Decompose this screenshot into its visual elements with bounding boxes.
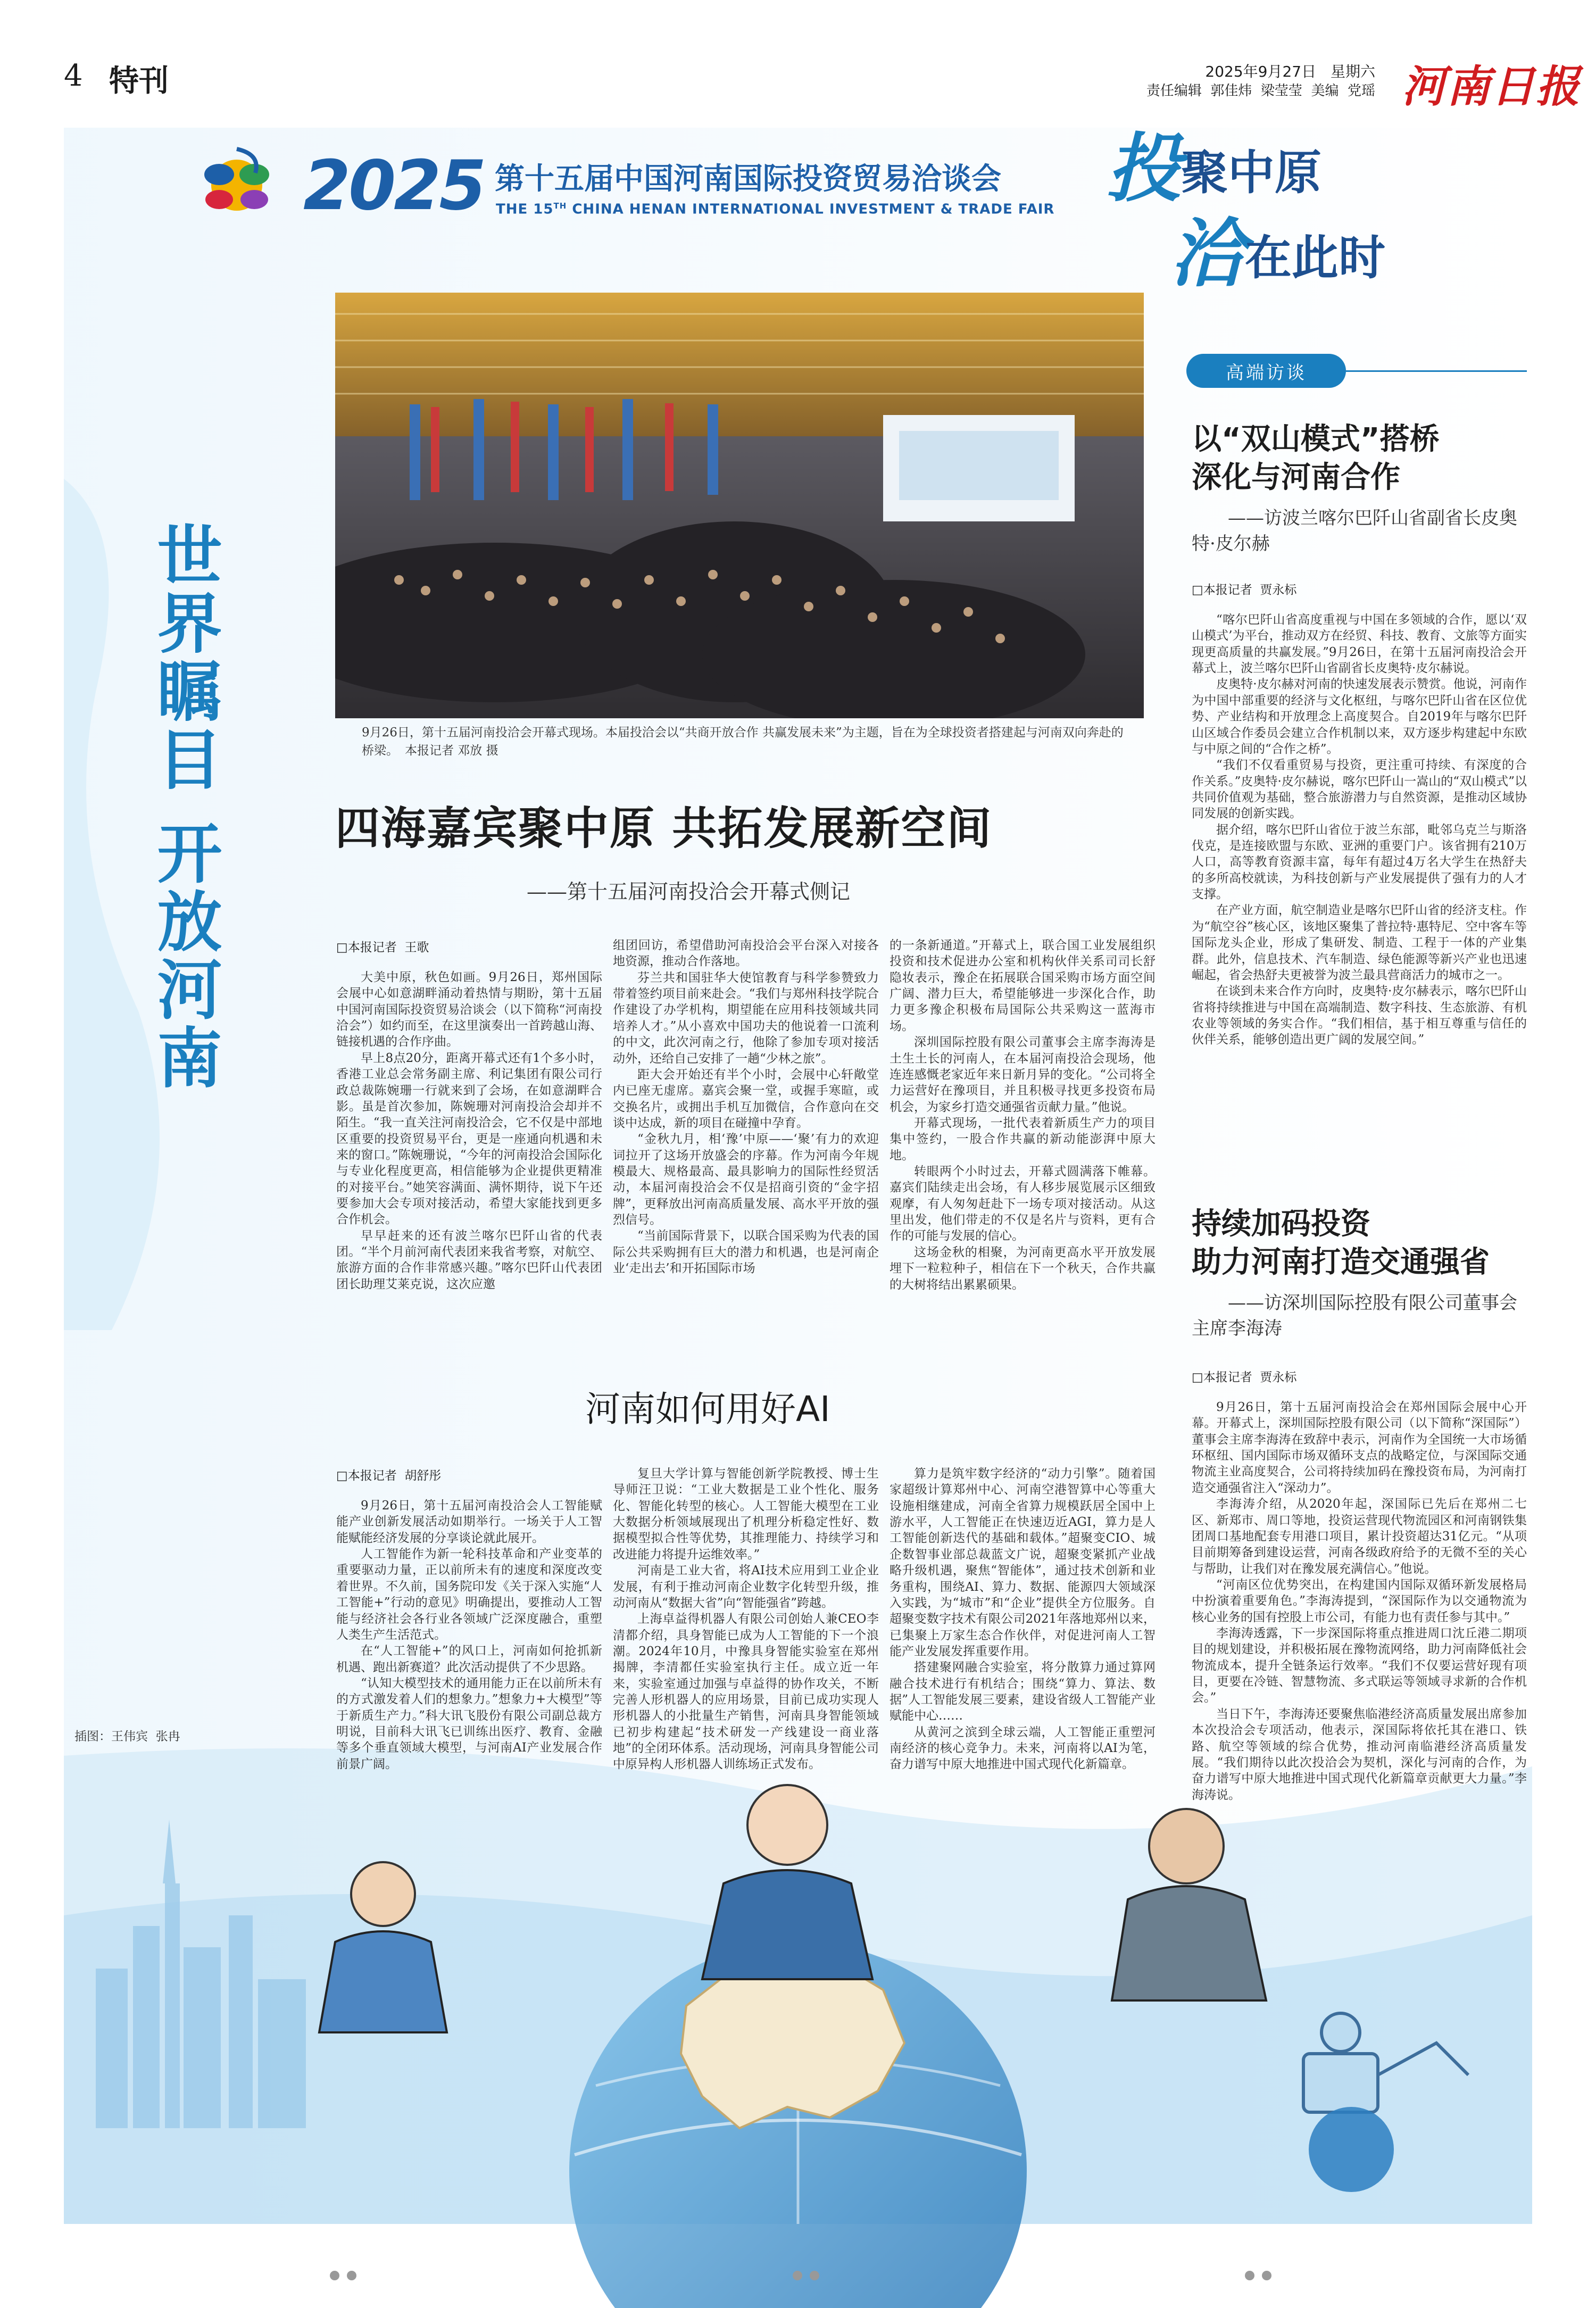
interview2-body (1192, 1399, 1527, 1803)
interview2-headline-l2: 助力河南打造交通强省 (1192, 1245, 1490, 1280)
main-col3-para: 转眼两个小时过去，开幕式圆满落下帷幕。嘉宾们陆续走出会场，有人移步展览展示区细致观摩，有人匆匆赶赴下一场专项对接活动。从这里出发，他们带走的不仅是名片与资料，更有合作的可能与发展的信心。 (890, 1165, 1156, 1243)
interview2-para: 李海涛介绍，从2020年起，深国际已先后在郑州二七区、新郑市、周口等地，投资运营现代物流园区和河南钢铁集团周口基地配套专用港口项目，累计投资超达31亿元。“从项目前期筹备到建设运营，河南各级政府给予的无微不至的关心与帮助，让我们对在豫发展充满信心。”他说。 (1192, 1497, 1527, 1576)
interview2-para: “河南区位优势突出，在构建国内国际双循环新发展格局中扮演着重要角色。”李海涛提到，“深国际作为以交通物流为核心业务的国有控股上市公司，有能力也有责任参与其中。” (1192, 1578, 1527, 1624)
interview2-headline (1192, 1205, 1532, 1282)
main-col2-para: 组团回访，希望借助河南投洽会平台深入对接各地资源，推动合作落地。 (613, 939, 879, 969)
sidebar-tag (1186, 354, 1346, 388)
ai-col-3 (890, 1466, 1156, 1773)
main-col3-para: 这场金秋的相聚，为河南更高水平开放发展埋下一粒粒种子，相信在下一个秋天，合作共赢的大树将结出累累硕果。 (890, 1245, 1156, 1292)
interview1-para: 据介绍，喀尔巴阡山省位于波兰东部，毗邻乌克兰与斯洛伐克，是连接欧盟与东欧、亚洲的重要门户。该省拥有210万人口，高等教育资源丰富，每年有超过4万名大学生在热舒夫的多所高校就读，为科技创新与产业发展提供了强有力的人才支撑。 (1192, 823, 1527, 902)
main-byline: □本报记者 王歌 (336, 941, 429, 954)
footer-dots-right (1245, 2271, 1271, 2280)
footer-dots-left (330, 2271, 356, 2280)
slogan-line-2 (1170, 194, 1385, 301)
interview1-sub: ——访波兰喀尔巴阡山省副省长皮奥特·皮尔赫 (1192, 508, 1517, 554)
interview2-para: 当日下午，李海涛还要聚焦临港经济高质量发展出席参加本次投洽会专项活动，他表示，深国际将依托其在港口、铁路、航空等领域的综合优势，推动河南临港经济高质量发展。“我们期待以此次投洽会为契机，深化与河南的合作，为奋力谱写中原大地推进中国式现代化新篇章贡献更大力量。”李海涛说。 (1192, 1707, 1527, 1802)
ai-col1-para: “认知大模型技术的通用能力正在以前所未有的方式激发着人们的想象力。”想象力+大模型”等于新质生产力。”科大讯飞股份有限公司副总裁方明说，目前科大讯飞已训练出医疗、教育、金融等多个垂直领域大模型，与河南AI产业发展合作前景广阔。 (336, 1676, 602, 1771)
main-col1-para: 大美中原，秋色如画。9月26日，郑州国际会展中心如意湖畔涌动着热情与期盼，第十五届中国河南国际投资贸易洽谈会（以下简称“河南投洽会”）如约而至，在这里演奏出一首跨越山海、链接机遇的合作序曲。 (336, 970, 602, 1049)
slogan-1-big: 投 (1107, 125, 1182, 212)
interview1-headline (1192, 420, 1532, 497)
issue-date: 2025年9月27日 (1205, 63, 1317, 80)
main-subheadline: ——第十五届河南投洽会开幕式侧记 (527, 880, 851, 903)
issue-weekday: 星期六 (1330, 63, 1375, 80)
interview2-para: 9月26日，第十五届河南投洽会在郑州国际会展中心开幕。开幕式上，深圳国际控股有限公司（以下简称“深国际”）董事会主席李海涛在致辞中表示，河南作为全国统一大市场循环枢纽、国内国际市场双循环支点的战略定位，与深国际交通物流主业高度契合，公司将持续加码在豫投资布局，为河南打造交通强省注入“深动力”。 (1192, 1400, 1527, 1495)
slogan-2-big: 洽 (1170, 210, 1245, 297)
interview2-headline-l1: 持续加码投资 (1192, 1207, 1370, 1241)
interview1-headline-l1: 以“双山模式”搭桥 (1192, 422, 1440, 456)
ai-col-1 (336, 1498, 602, 1772)
ai-col3-para: 搭建聚网融合实验室，将分散算力通过算网融合技术进行有机结合；围绕“算力、算法、数据”人工智能发展三要素，建设省级人工智能产业赋能中心…… (890, 1661, 1156, 1723)
main-col1-para: 早上8点20分，距离开幕式还有1个多小时，香港工业总会常务副主席、利记集团有限公司行政总裁陈婉珊一行就来到了会场，在如意湖畔合影。虽是首次参加，陈婉珊对河南投洽会却并不陌生。“我一直关注河南投洽会，它不仅是中部地区重要的投资贸易平台，更是一座通向机遇和未来的窗口。”陈婉珊说，“今年的河南投洽会国际化与专业化程度更高，相信能够为企业提供更精准的对接平台。”她笑容满面、满怀期待，说下午还要参加大会专项对接活动，希望大家能找到更多合作机会。 (336, 1051, 602, 1227)
ai-col-2 (613, 1466, 879, 1773)
ai-byline: □本报记者 胡舒彤 (336, 1469, 442, 1483)
event-title-en-pre: THE 15 (496, 201, 554, 218)
event-banner (186, 144, 1091, 229)
editors-line: 责任编辑 郭佳炜 梁莹莹 美编 党瑶 (1146, 83, 1375, 99)
sidebar-tag-rule (1346, 370, 1527, 372)
section-name: 特刊 (109, 63, 169, 98)
ai-col3-para: 从黄河之滨到全球云端，人工智能正重塑河南经济的核心竞争力。未来，河南将以AI为笔，奋力谱写中原大地推进中国式现代化新篇章。 (890, 1725, 1156, 1772)
slogan-2-rest: 在此时 (1245, 230, 1386, 285)
opening-ceremony-photo (335, 293, 1144, 718)
ai-col1-para: 9月26日，第十五届河南投洽会人工智能赋能产业创新发展活动如期举行。一场关于人工智能赋能经济发展的分享谈论就此展开。 (336, 1499, 602, 1545)
slogan-block (1107, 109, 1458, 297)
interview2-para: 李海涛透露，下一步深国际将重点推进周口沈丘港二期项目的规划建设，并积极拓展在豫物流网络，助力河南降低社会物流成本，提升全链条运行效率。“我们不仅要运营好现有项目，更要在冷链、智慧物流、多式联运等领域寻求新的合作机会。” (1192, 1626, 1527, 1705)
event-title-en-sup: TH (553, 201, 567, 211)
ai-col2-para: 复旦大学计算与智能创新学院教授、博士生导师汪卫说：“工业大数据是工业个性化、服务化、智能化转型的核心。人工智能大模型在工业大数据分析领域展现出了机理分析稳定性好、数据模型拟合性等优势，其推理能力、持续学习和改进能力将提升运维效率。” (613, 1467, 879, 1562)
illustration-credit: 插图：王伟宾 张冉 (74, 1730, 180, 1744)
ai-col2-para: 河南是工业大省，将AI技术应用到工业企业发展，有利于推动河南企业数字化转型升级，推动河南从“数据大省”向“智能强省”跨越。 (613, 1564, 879, 1610)
slogan-1-rest: 聚中原 (1181, 145, 1322, 200)
main-col-2 (613, 937, 879, 1277)
main-col3-para: 的一条新通道。”开幕式上，联合国工业发展组织投资和技术促进办公室和机构伙伴关系司司长舒隐妆表示，豫企在拓展联合国采购市场方面空间广阔、潜力巨大，希望能够进一步深化合作，助力更多豫企积极布局国际公共采购这一蓝海市场。 (890, 939, 1156, 1033)
interview1-para: 皮奥特·皮尔赫对河南的快速发展表示赞赏。他说，河南作为中国中部重要的经济与文化枢纽，与喀尔巴阡山省在区位优势、产业结构和开放理念上高度契合。自2019年与喀尔巴阡山区域合作委员会建立合作机制以来，双方逐步构建起中东欧与中原之间的“合作之桥”。 (1192, 677, 1527, 756)
ai-headline: 河南如何用好AI (585, 1389, 830, 1430)
main-col1-para: 早早赶来的还有波兰喀尔巴阡山省的代表团。“半个月前河南代表团来我省考察，对航空、旅游方面的合作非常感兴趣。”喀尔巴阡山代表团团长助理艾莱克说，这次应邀 (336, 1228, 602, 1291)
event-title-cn: 第十五届中国河南国际投资贸易洽谈会 (495, 162, 1001, 196)
page-number: 4 (64, 59, 83, 93)
interview1-byline: □本报记者 贾永标 (1192, 583, 1297, 597)
event-emblem-icon (186, 144, 287, 223)
main-col2-para: “金秋九月，相‘豫’中原——‘聚’有力的欢迎词拉开了这场开放盛会的序幕。作为河南今年规模最大、规格最高、最具影响力的国际性经贸活动，本届河南投洽会不仅是招商引资的“金字招牌”，更释放出河南高质量发展、高水平开放的强烈信号。 (613, 1132, 879, 1227)
photo-credit: 本报记者 邓放 摄 (405, 744, 498, 758)
interview1-headline-l2: 深化与河南合作 (1192, 460, 1400, 495)
event-title-en-post: CHINA HENAN INTERNATIONAL INVESTMENT & TRADE FAIR (567, 201, 1055, 218)
ai-col1-para: 人工智能作为新一轮科技革命和产业变革的重要驱动力量，正以前所未有的速度和深度改变着世界。不久前，国务院印发《关于深入实施“人工智能+”行动的意见》明确提出，要推动人工智能与经济社会各行业各领域广泛深度融合，重塑人类生产生活范式。 (336, 1547, 602, 1642)
main-col-1 (336, 969, 602, 1292)
interview1-para: 在谈到未来合作方向时，皮奥特·皮尔赫表示，喀尔巴阡山省将持续推进与中国在高端制造、数字科技、生态旅游、有机农业等领域的务实合作。“我们相信，基于相互尊重与信任的伙伴关系，能够创造出更广阔的发展空间。” (1192, 984, 1527, 1047)
photo-caption (362, 724, 1128, 760)
main-col3-para: 开幕式现场，一批代表着新质生产力的项目集中签约，一股合作共赢的新动能澎湃中原大地。 (890, 1116, 1156, 1163)
main-col3-para: 深圳国际控股有限公司董事会主席李海涛是土生土长的河南人，在本届河南投洽会现场，他连连感慨老家近年来日新月异的变化。“公司将全力运营好在豫项目，并且积极寻找更多投资布局机会，为家乡打造交通强省贡献力量。”他说。 (890, 1035, 1156, 1114)
page-footer (0, 2261, 1596, 2293)
main-col2-para: 芬兰共和国驻华大使馆教育与科学参赞致力带着签约项目前来赴会。“我们与郑州科技学院合作建设了办学机构，期望能在应用科技领域共同培养人才。”从小喜欢中国功夫的他说着一口流利的中文，此次河南之行，他除了参加专项对接活动外，还给自己安排了一趟“少林之旅”。 (613, 970, 879, 1066)
event-title-en (496, 201, 1054, 218)
interview2-byline: □本报记者 贾永标 (1192, 1371, 1297, 1384)
main-col2-para: “当前国际背景下，以联合国采购为代表的国际公共采购拥有巨大的潜力和机遇，也是河南企业‘走出去’和开拓国际市场 (613, 1229, 879, 1276)
photo-image (335, 293, 1144, 718)
photo-caption-text: 9月26日，第十五届河南投洽会开幕式现场。本届投洽会以“共商开放合作 共赢发展未来”为主题，旨在为全球投资者搭建起与河南双向奔赴的桥梁。 (362, 726, 1124, 758)
ai-col3-para: 算力是筑牢数字经济的“动力引擎”。随着国家超级计算郑州中心、河南空港智算中心等重大设施相继建成，河南全省算力规模跃居全国中上游水平，人工智能正在快速迈近AGI，算力是人工智能创新迭代的基础和载体。”超聚变CIO、城企数智事业部总裁蓝文广说，超聚变紧抓产业战略升级机遇，聚焦“智能体”，通过技术创新和业务重构，围绕AI、算力、数据、能源四大领域深入实践，为“城市”和“企业”提供全方位服务。自超聚变数字技术有限公司2021年落地郑州以来，已集聚上万家生态合作伙伴，对促进河南人工智能产业发展发挥重要作用。 (890, 1467, 1156, 1658)
ai-col1-para: 在“人工智能+”的风口上，河南如何抢抓新机遇、跑出新赛道？此次活动提供了不少思路。 (336, 1644, 602, 1674)
ai-col2-para: 上海卓益得机器人有限公司创始人兼CEO李清都介绍，具身智能已成为人工智能的下一个浪潮。2024年10月，中豫具身智能实验室在郑州揭牌，李清都任实验室执行主任。成立近一年来，实验室通过加强与卓益得的协作攻关，不断完善人形机器人的应用场景，目前已成功实现人形机器人的小批量生产销售，河南具身智能领域已初步构建起“技术研发一产线建设一商业落地”的全闭环体系。活动现场，河南具身智能公司中原异构人形机器人训练场正式发布。 (613, 1612, 879, 1772)
main-col-3 (890, 937, 1156, 1293)
footer-dots-center (793, 2271, 819, 2280)
event-year: 2025 (303, 146, 485, 226)
interview1-para: 在产业方面，航空制造业是喀尔巴阡山省的经济支柱。作为“航空谷”核心区，该地区聚集了普拉特·惠特尼、空中客车等国际龙头企业，形成了集研发、制造、工程于一体的产业集群。此外，信息技术、汽车制造、绿色能源等新兴产业也迅速崛起，省会热舒夫更被誉为波兰最具营商活力的城市之一。 (1192, 903, 1527, 982)
sidebar-tag-label: 高端访谈 (1226, 362, 1307, 384)
interview1-body (1192, 612, 1527, 1048)
interview2-sub: ——访深圳国际控股有限公司董事会主席李海涛 (1192, 1292, 1517, 1339)
interview1-para: “喀尔巴阡山省高度重视与中国在多领域的合作，愿以‘双山模式’为平台，推动双方在经贸、科技、教育、文旅等方面实现更高质量的共赢发展。”9月26日，在第十五届河南投洽会开幕式上，波兰喀尔巴阡山省副省长皮奥特·皮尔赫说。 (1192, 613, 1527, 676)
main-col2-para: 距大会开始还有半个小时，会展中心轩敞堂内已座无虚席。嘉宾会聚一堂，或握手寒暄，或交换名片，或拥出手机互加微信，合作意向在交谈中达成，新的项目在碰撞中孕育。 (613, 1067, 879, 1130)
masthead-logo: 河南日报 (1402, 61, 1581, 112)
vertical-slogan: 世界瞩目 开放河南 (146, 521, 222, 1092)
main-headline: 四海嘉宾聚中原 共拓发展新空间 (335, 802, 993, 854)
interview1-para: “我们不仅看重贸易与投资，更注重可持续、有深度的合作关系。”皮奥特·皮尔赫说，喀尔巴阡山一嵩山的“双山模式”以共同价值观为基础，整合旅游潜力与自然资源，是推动区域协同发展的创新实践。 (1192, 758, 1527, 821)
